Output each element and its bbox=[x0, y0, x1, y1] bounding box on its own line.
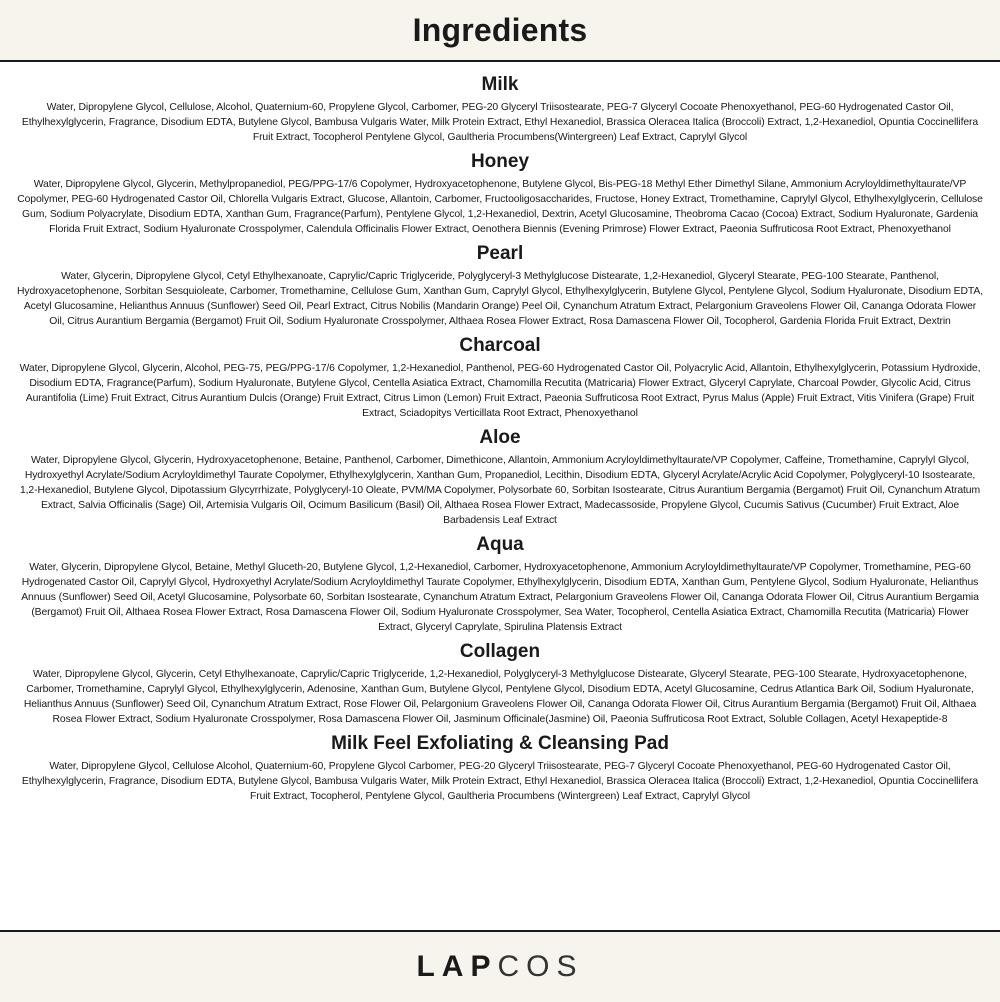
section-honey bbox=[16, 151, 984, 237]
logo-part-cos: COS bbox=[497, 950, 584, 983]
page-title: Ingredients bbox=[412, 11, 588, 48]
section-title: Milk bbox=[481, 74, 519, 95]
ingredients-text: Water, Dipropylene Glycol, Glycerin, Cetyl Ethylhexanoate, Caprylic/Capric Triglyceride, 1,2-Hexanediol, Polyglyceryl-3 Methylglucose Distearate, Glyceryl Stearate, PEG-100 Stearate, Hydroxyacetophenone, Carbomer, Tromethamine, Caprylyl Glycol, Ethylhexylglycerin, Adenosine, Xanthan Gum, Butylene Glycol, Pentylene Glycol, Disodium EDTA, Acetyl Glucosamine, Cedrus Atlantica Bark Oil, Sodium Hyaluronate, Helianthus Annuus (Sunflower) Seed Oil, Cynanchum Atratum Extract, Rose Flower Oil, Pelargonium Graveolens Flower Oil, Cananga Odorata Flower Oil, Citrus Aurantium Bergamia (Bergamot) Fruit Oil, Althaea Rosea Flower Extract, Sodium Hyaluronate Crosspolymer, Rosa Damascena Flower Oil, Jasminum Officinale(Jasmine) Oil, Paeonia Suffruticosa Root Extract, Soluble Collagen, Acetyl Hexapeptide-8 bbox=[23, 669, 977, 725]
section-title: Aqua bbox=[476, 534, 524, 555]
section-title: Milk Feel Exfoliating & Cleansing Pad bbox=[331, 733, 669, 754]
section-milk bbox=[16, 74, 984, 145]
logo-part-lap: LAP bbox=[416, 950, 498, 983]
section-aqua bbox=[16, 534, 984, 635]
section-charcoal bbox=[16, 335, 984, 421]
section-title: Pearl bbox=[476, 243, 524, 264]
ingredients-text: Water, Dipropylene Glycol, Glycerin, Hydroxyacetophenone, Betaine, Panthenol, Carbomer, Dimethicone, Allantoin, Ammonium Acryloyldimethyltaurate/VP Copolymer, Caffeine, Tromethamine, Caprylyl Glycol, Hydroxyethyl Acrylate/Sodium Acryloyldimethyl Taurate Copolymer, Ethylhexylglycerin, Xanthan Gum, Propanediol, Lecithin, Disodium EDTA, Glyceryl Acrylate/Acrylic Acid Copolymer, Polyglyceryl-10 Isostearate, 1,2-Hexanediol, Butylene Glycol, Dipotassium Glycyrrhizate, Polyglyceryl-10 Oleate, PVM/MA Copolymer, Polysorbate 60, Sorbitan Isostearate, Citrus Aurantium Bergamia (Bergamot) Fruit Oil, Cynanchum Atratum Extract, Salvia Officinalis (Sage) Oil, Artemisia Vulgaris Oil, Ocimum Basilicum (Basil) Oil, Althaea Rosea Flower Extract, Madecassoside, Propylene Glycol, Cucumis Sativus (Cucumber) Fruit Extract, Aloe Barbadensis Leaf Extract bbox=[19, 455, 981, 526]
section-title: Collagen bbox=[459, 641, 541, 662]
ingredients-text: Water, Glycerin, Dipropylene Glycol, Cetyl Ethylhexanoate, Caprylic/Capric Triglyceride, Polyglyceryl-3 Methylglucose Distearate, 1,2-Hexanediol, Glyceryl Stearate, PEG-100 Stearate, Panthenol, Hydroxyacetophenone, Sorbitan Sesquioleate, Carbomer, Tromethamine, Cellulose Gum, Xanthan Gum, Caprylyl Glycol, Ethylhexylglycerin, Butylene Glycol, Pentylene Glycol, Sodium Hyaluronate, Disodium EDTA, Acetyl Glucosamine, Helianthus Annuus (Sunflower) Seed Oil, Pearl Extract, Citrus Nobilis (Mandarin Orange) Peel Oil, Cynanchum Atratum Extract, Pelargonium Graveolens Flower Oil, Cananga Odorata Flower Oil, Citrus Aurantium Bergamia (Bergamot) Fruit Oil, Sodium Hyaluronate Crosspolymer, Althaea Rosea Flower Extract, Rosa Damascena Flower Oil, Tocopherol, Gardenia Florida Fruit Extract, Dextrin bbox=[16, 271, 984, 327]
header-band bbox=[0, 0, 1000, 62]
ingredients-text: Water, Dipropylene Glycol, Glycerin, Methylpropanediol, PEG/PPG-17/6 Copolymer, Hydroxyacetophenone, Butylene Glycol, Bis-PEG-18 Methyl Ether Dimethyl Silane, Ammonium Acryloyldimethyltaurate/VP Copolymer, PEG-60 Hydrogenated Castor Oil, Chlorella Vulgaris Extract, Glucose, Allantoin, Carbomer, Fructooligosaccharides, Fructose, Honey Extract, Tromethamine, Caprylyl Glycol, Ethylhexylglycerin, Cellulose Gum, Sodium Polyacrylate, Disodium EDTA, Xanthan Gum, Fragrance(Parfum), Pentylene Glycol, 1,2-Hexanediol, Dextrin, Acetyl Glucosamine, Theobroma Cacao (Cocoa) Extract, Sodium Hyaluronate, Gardenia Florida Fruit Extract, Sodium Hyaluronate Crosspolymer, Calendula Officinalis Flower Extract, Oenothera Biennis (Evening Primrose) Flower Extract, Paeonia Suffruticosa Root Extract, Phenoxyethanol bbox=[17, 179, 983, 235]
section-title: Honey bbox=[470, 151, 530, 172]
ingredients-text: Water, Dipropylene Glycol, Glycerin, Alcohol, PEG-75, PEG/PPG-17/6 Copolymer, 1,2-Hexanediol, Panthenol, PEG-60 Hydrogenated Castor Oil, Polyacrylic Acid, Allantoin, Ethylhexylglycerin, Potassium Hydroxide, Disodium EDTA, Fragrance(Parfum), Sodium Hyaluronate, Butylene Glycol, Centella Asiatica Extract, Chamomilla Recutita (Matricaria) Flower Extract, Glyceryl Caprylate, Charcoal Powder, Glycolic Acid, Citrus Aurantifolia (Lime) Fruit Extract, Citrus Aurantium Dulcis (Orange) Fruit Extract, Citrus Limon (Lemon) Fruit Extract, Paeonia Suffruticosa Root Extract, Pyrus Malus (Apple) Fruit Extract, Vitis Vinifera (Grape) Fruit Extract, Sciadopitys Verticillata Root Extract, Phenoxyethanol bbox=[19, 363, 981, 419]
section-pearl bbox=[16, 243, 984, 329]
section-title: Aloe bbox=[479, 427, 521, 448]
section-collagen bbox=[16, 641, 984, 727]
ingredients-text: Water, Dipropylene Glycol, Cellulose, Alcohol, Quaternium-60, Propylene Glycol, Carbomer, PEG-20 Glyceryl Triisostearate, PEG-7 Glyceryl Cocoate Phenoxyethanol, PEG-60 Hydrogenated Castor Oil, Ethylhexylglycerin, Fragrance, Disodium EDTA, Butylene Glycol, Bambusa Vulgaris Water, Milk Protein Extract, Ethyl Hexanediol, Brassica Oleracea Italica (Broccoli) Extract, 1,2-Hexanediol, Opuntia Coccinellifera Fruit Extract, Tocopherol Pentylene Glycol, Gaultheria Procumbens(Wintergreen) Leaf Extract, Caprylyl Glycol bbox=[21, 102, 979, 143]
section-milk-feel-pad bbox=[16, 733, 984, 804]
brand-logo bbox=[416, 950, 583, 984]
ingredients-text: Water, Glycerin, Dipropylene Glycol, Betaine, Methyl Gluceth-20, Butylene Glycol, 1,2-Hexanediol, Carbomer, Hydroxyacetophenone, Ammonium Acryloyldimethyltaurate/VP Copolymer, Tromethamine, PEG-60 Hydrogenated Castor Oil, Caprylyl Glycol, Hydroxyethyl Acrylate/Sodium Acryloyldimethyl Taurate Copolymer, Ethylhexylglycerin, Disodium EDTA, Xanthan Gum, Pentylene Glycol, Sodium Hyaluronate, Helianthus Annuus (Sunflower) Seed Oil, Acetyl Glucosamine, Polysorbate 60, Sorbitan Isostearate, Cynanchum Atratum Extract, Pelargonium Graveolens Flower Oil, Cananga Odorata Flower Oil, Citrus Aurantium Bergamia (Bergamot) Fruit Oil, Althaea Rosea Flower Extract, Rosa Damascena Flower Oil, Sodium Hyaluronate Crosspolymer, Sea Water, Tocopherol, Centella Asiatica Extract, Chamomilla Recutita (Matricaria) Flower Extract, Glyceryl Caprylate, Spirulina Platensis Extract bbox=[21, 562, 979, 633]
ingredients-text: Water, Dipropylene Glycol, Cellulose Alcohol, Quaternium-60, Propylene Glycol Carbomer, PEG-20 Glyceryl Triisostearate, PEG-7 Glyceryl Cocoate Phenoxyethanol, PEG-60 Hydrogenated Castor Oil, Ethylhexylglycerin, Fragrance, Disodium EDTA, Butylene Glycol, Bambusa Vulgaris Water, Milk Protein Extract, Ethyl Hexanediol, Brassica Oleracea Italica (Broccoli) Extract, 1,2-Hexanediol, Opuntia Coccinellifera Fruit Extract, Tocopherol, Pentylene Glycol, Gaultheria Procumbens (Wintergreen) Leaf Extract, Caprylyl Glycol bbox=[21, 761, 979, 802]
section-title: Charcoal bbox=[459, 335, 541, 356]
footer-band bbox=[0, 930, 1000, 1002]
section-aloe bbox=[16, 427, 984, 528]
ingredients-list bbox=[16, 74, 984, 810]
